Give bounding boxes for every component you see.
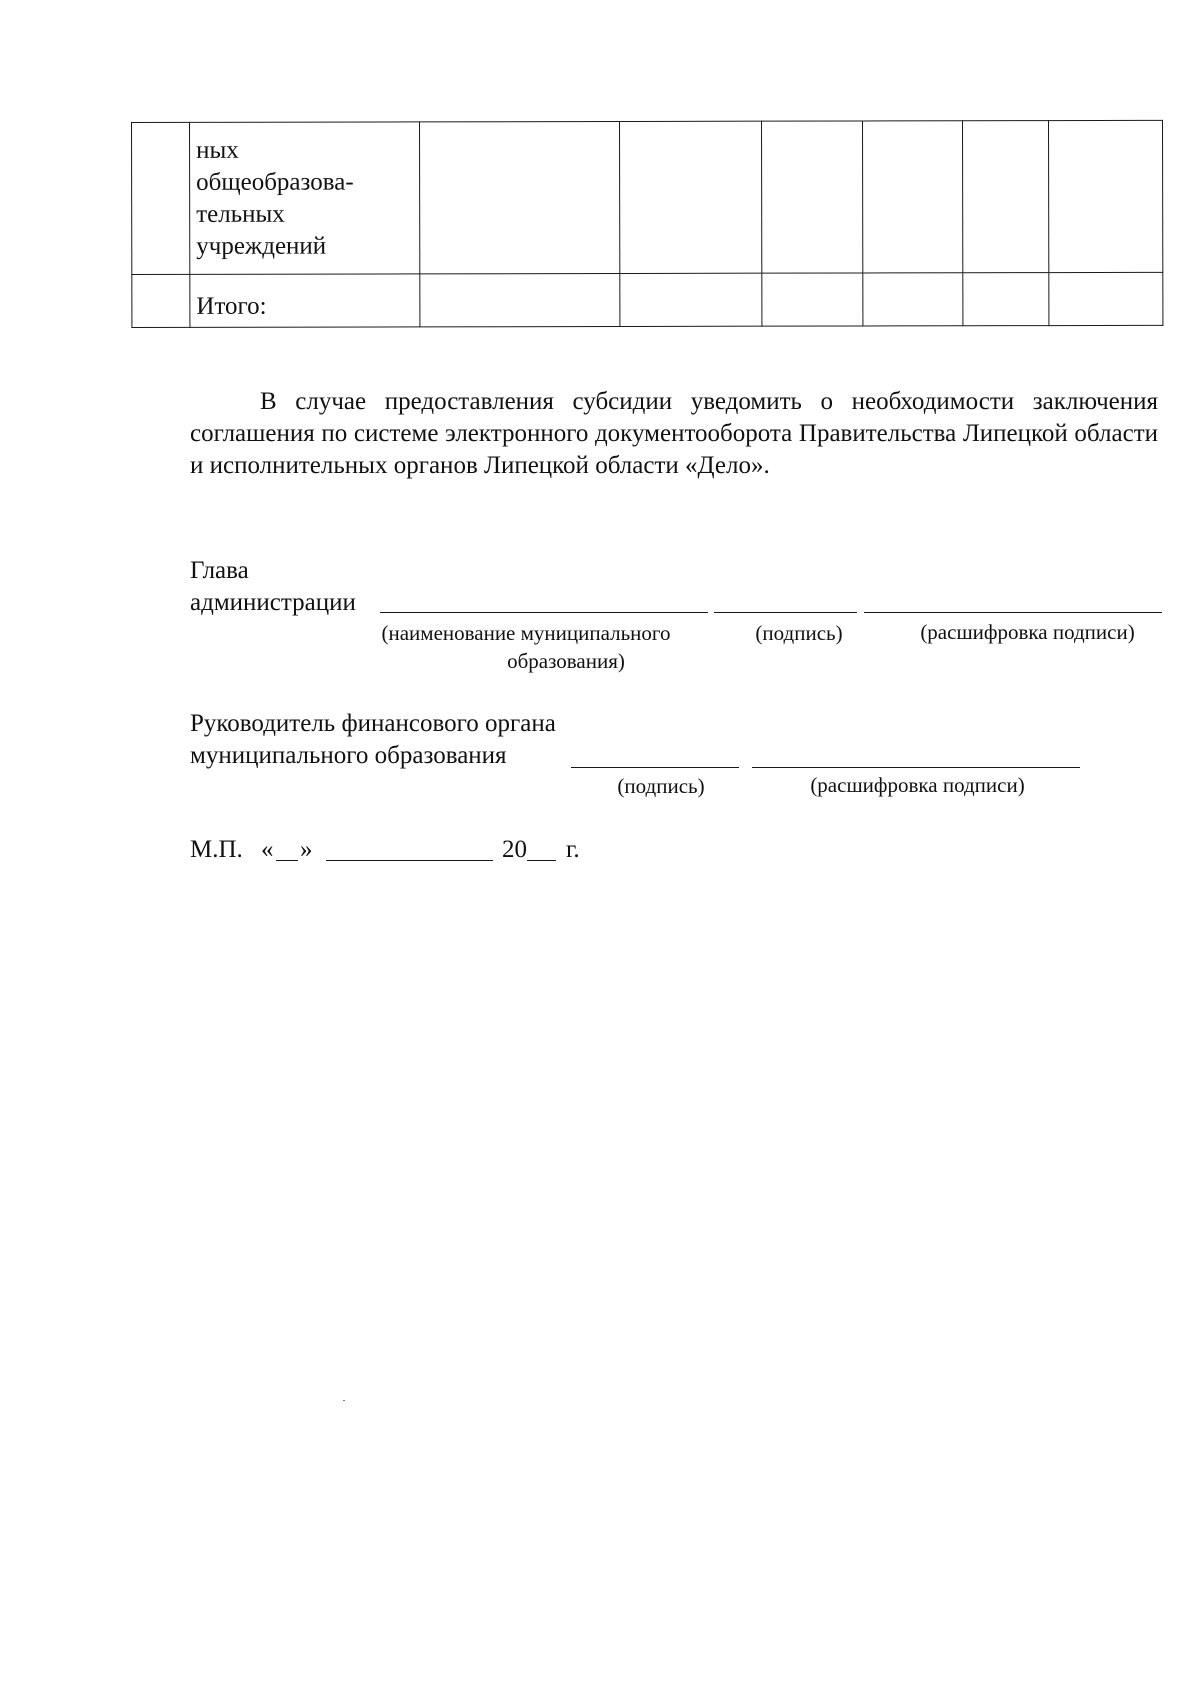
head-title-line1: Глава: [190, 557, 249, 584]
head-title-line2: администрации: [190, 589, 356, 616]
table-cell: [620, 273, 762, 326]
date-day-line: [276, 860, 298, 861]
caption-head-signature: (подпись): [755, 621, 843, 645]
label-line: ных: [196, 136, 239, 164]
finance-title-line2: муниципального образования: [190, 742, 507, 769]
table-row: [132, 120, 1163, 274]
caption-municipality-line1: (наименование муниципального: [381, 621, 671, 645]
label-line: общеобразова-: [196, 168, 354, 196]
caption-finance-signature: (подпись): [617, 774, 705, 798]
table-cell: [963, 273, 1049, 326]
table-cell: [1049, 272, 1163, 325]
caption-head-decoding: (расшифровка подписи): [920, 620, 1135, 644]
label-line: тельных: [196, 200, 285, 228]
finance-signature-line: [571, 767, 739, 768]
table-cell: [620, 121, 762, 273]
date-open-quote: «: [261, 836, 274, 863]
subsidy-table: [131, 120, 1163, 328]
table-cell: [1048, 120, 1162, 272]
municipality-name-line: [380, 612, 708, 613]
table-row-total: [132, 272, 1163, 327]
date-close-quote: »: [300, 836, 313, 863]
table-cell: [762, 273, 863, 326]
label-line: учреждений: [196, 232, 327, 260]
date-year-suffix: г.: [566, 836, 580, 863]
date-month-line: [326, 860, 493, 861]
table-cell: [420, 273, 620, 326]
table-cell-total-label: Итого:: [190, 274, 420, 327]
date-year-line: [527, 860, 556, 861]
table-cell: [962, 121, 1048, 273]
date-year-prefix: 20: [502, 836, 527, 863]
finance-decoding-line: [752, 767, 1080, 768]
finance-title-line1: Руководитель финансового органа: [190, 710, 556, 737]
table-cell-label: [190, 122, 420, 274]
table-cell: [420, 121, 620, 273]
caption-municipality-line2: образования): [507, 649, 625, 673]
table-cell-number: [132, 122, 190, 274]
caption-finance-decoding: (расшифровка подписи): [810, 773, 1025, 797]
table-cell: [862, 121, 962, 273]
head-decoding-line: [864, 612, 1162, 613]
table-cell-number: [132, 274, 190, 327]
table-cell: [863, 273, 963, 326]
head-signature-line: [714, 612, 857, 613]
notice-paragraph: В случае предоставления субсидии уведомить о необходимости заключения соглашения по системе электронного документооборота Правительства Липецкой области и исполнительных органов Липецкой области «Дело».: [190, 388, 1158, 479]
table-cell: [761, 121, 862, 273]
scan-speck: [343, 1400, 345, 1401]
stamp-label: М.П.: [190, 836, 243, 863]
